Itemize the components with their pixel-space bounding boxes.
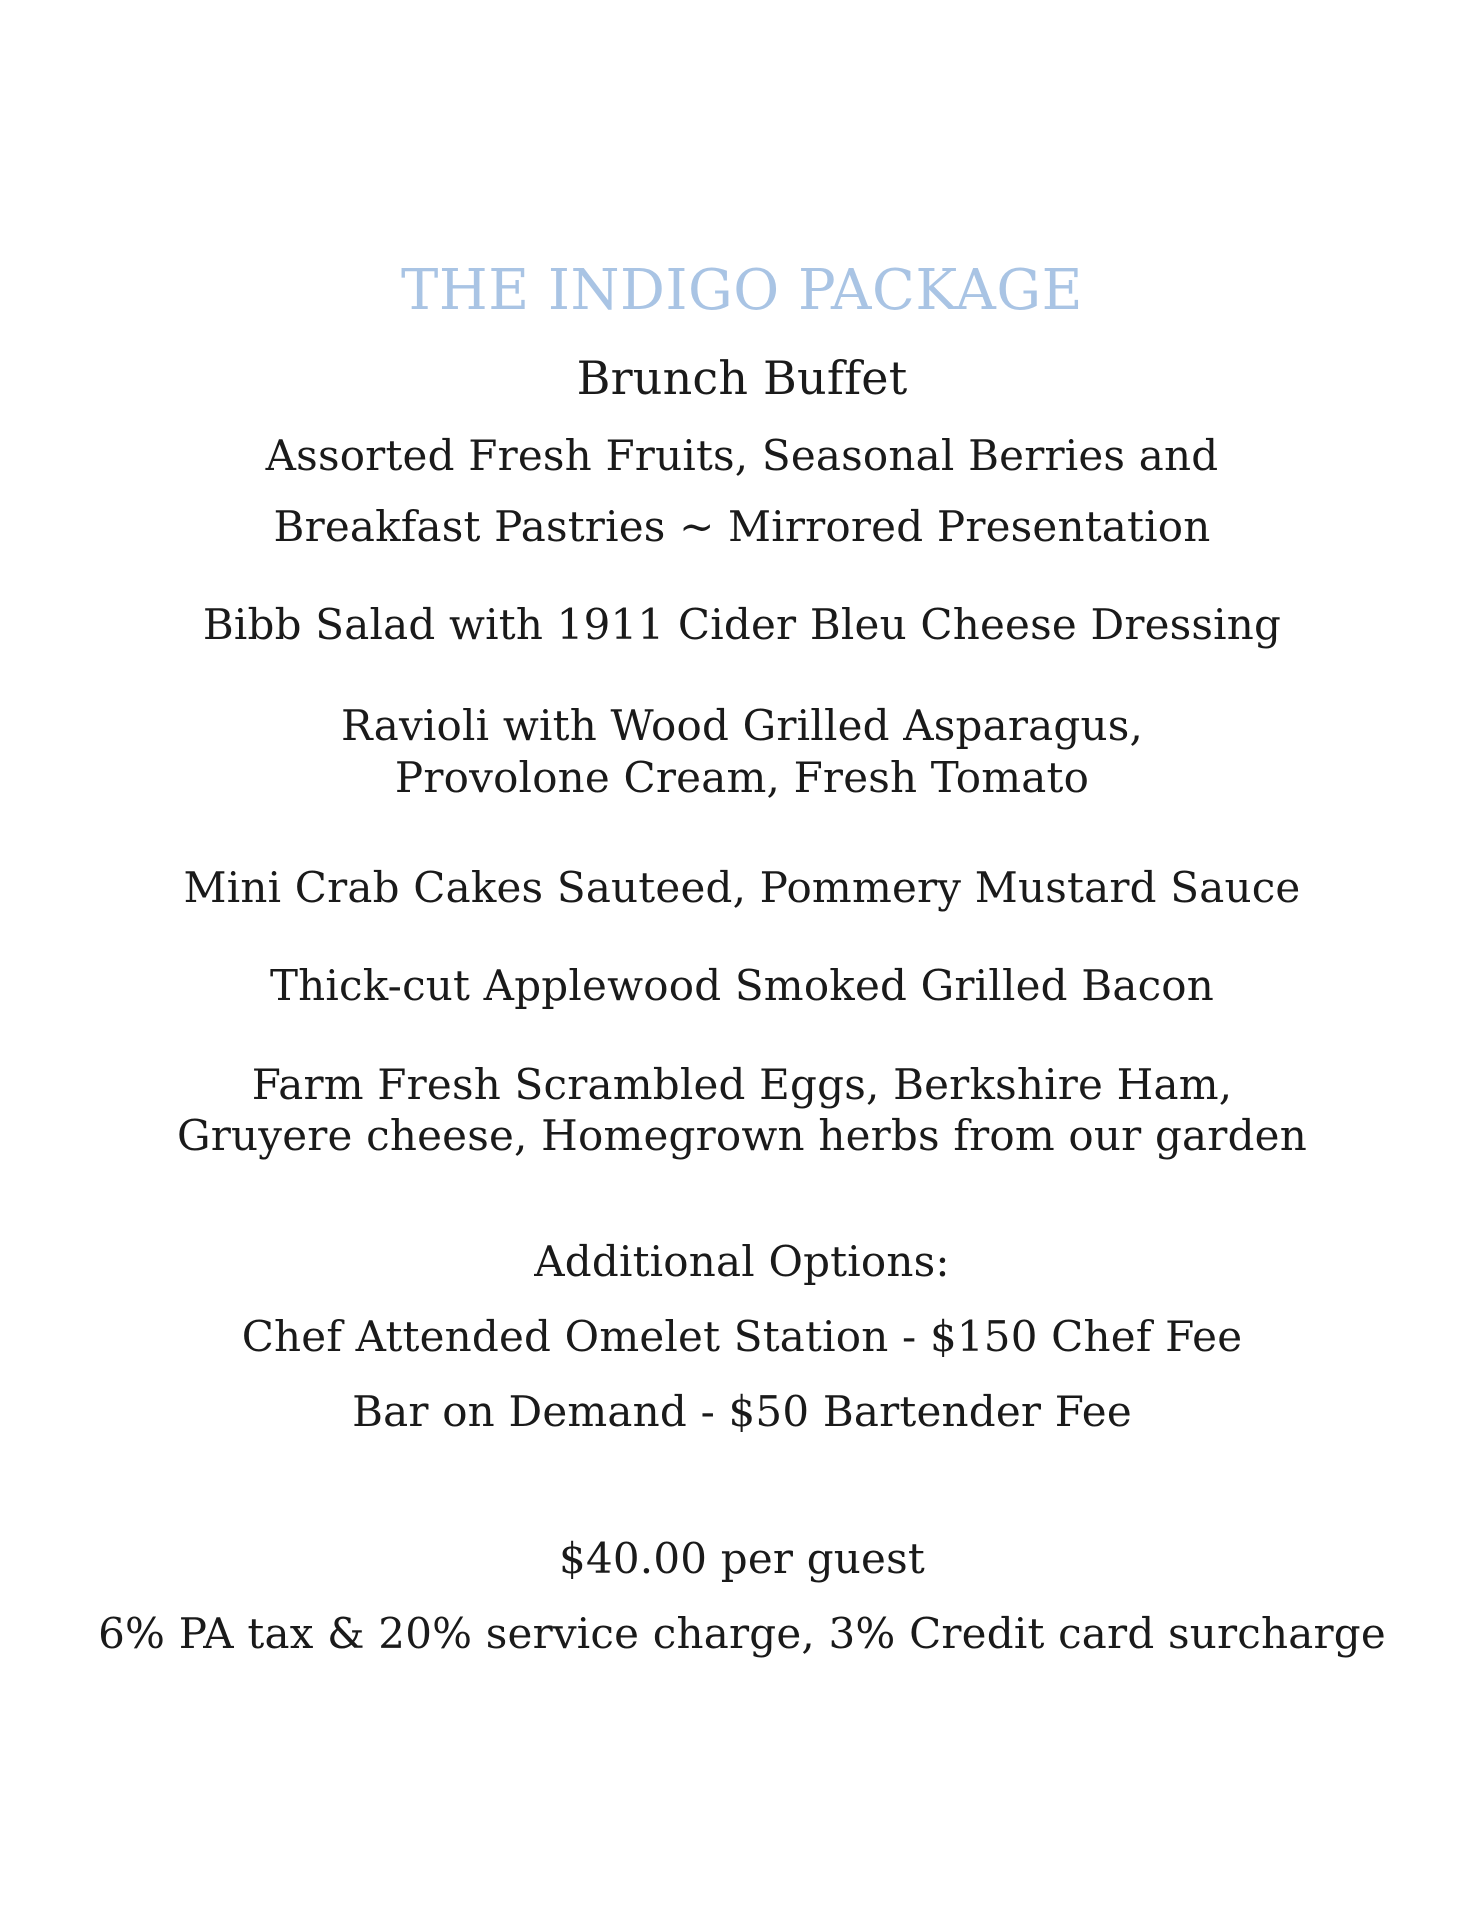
menu-item-line: Ravioli with Wood Grilled Asparagus, bbox=[340, 701, 1144, 750]
package-title: THE INDIGO PACKAGE bbox=[401, 258, 1083, 323]
menu-item-line: Mini Crab Cakes Sauteed, Pommery Mustard Sauce bbox=[183, 863, 1301, 912]
additional-option-line: Chef Attended Omelet Station - $150 Chef Fee bbox=[241, 1312, 1243, 1361]
price-per-guest: $40.00 per guest bbox=[559, 1534, 925, 1583]
menu-item-line: Gruyere cheese, Homegrown herbs from our garden bbox=[177, 1111, 1307, 1160]
menu-item-line: Assorted Fresh Fruits, Seasonal Berries and bbox=[265, 431, 1219, 480]
additional-options-heading: Additional Options: bbox=[534, 1237, 950, 1286]
menu-item-line: Bibb Salad with 1911 Cider Bleu Cheese Dressing bbox=[202, 600, 1282, 649]
menu-item-line: Thick-cut Applewood Smoked Grilled Bacon bbox=[269, 961, 1215, 1010]
menu-subtitle: Brunch Buffet bbox=[576, 351, 908, 405]
fees-note: 6% PA tax & 20% service charge, 3% Credit card surcharge bbox=[98, 1609, 1386, 1658]
additional-option-line: Bar on Demand - $50 Bartender Fee bbox=[352, 1387, 1132, 1436]
menu-item-line: Farm Fresh Scrambled Eggs, Berkshire Ham, bbox=[251, 1060, 1233, 1109]
menu-item-line: Provolone Cream, Fresh Tomato bbox=[394, 753, 1090, 802]
menu-item-line: Breakfast Pastries ~ Mirrored Presentation bbox=[273, 502, 1211, 551]
